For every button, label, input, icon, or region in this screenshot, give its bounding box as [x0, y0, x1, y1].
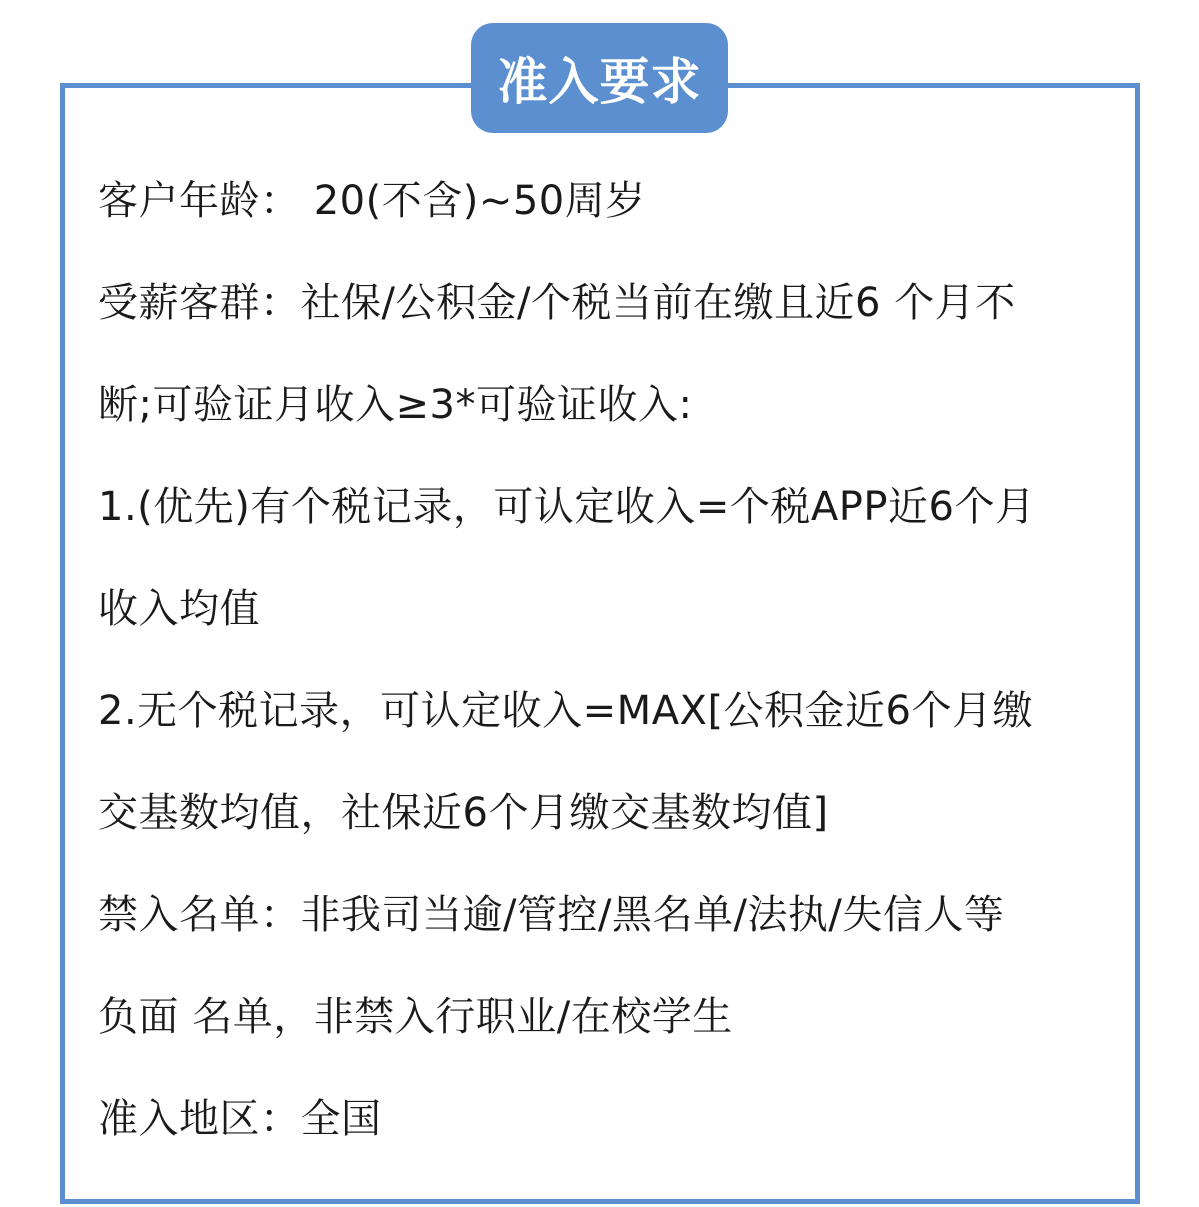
requirement-line-blacklist-2: 负面 名单，非禁入行职业/在校学生	[98, 994, 733, 1040]
requirements-content	[98, 150, 1108, 1170]
section-title-badge	[471, 23, 728, 133]
requirement-line-no-tax-record-1: 2.无个税记录，可认定收入=MAX[公积金近6个月缴	[98, 688, 1034, 734]
requirement-line-salaried-2: 断;可验证月收入≥3*可验证收入:	[98, 382, 693, 428]
requirement-line-tax-record-2: 收入均值	[98, 586, 260, 632]
requirement-line-region: 准入地区：全国	[98, 1096, 382, 1142]
requirement-line-tax-record-1: 1.(优先)有个税记录，可认定收入=个税APP近6个月	[98, 484, 1036, 530]
requirement-line-salaried-1: 受薪客群：社保/公积金/个税当前在缴且近6 个月不	[98, 280, 1016, 326]
requirement-line-blacklist-1: 禁入名单：非我司当逾/管控/黑名单/法执/失信人等	[98, 892, 1005, 938]
requirement-line-age: 客户年龄： 20(不含)~50周岁	[98, 178, 646, 224]
requirement-line-no-tax-record-2: 交基数均值，社保近6个月缴交基数均值]	[98, 790, 829, 836]
section-title: 准入要求	[497, 53, 702, 111]
